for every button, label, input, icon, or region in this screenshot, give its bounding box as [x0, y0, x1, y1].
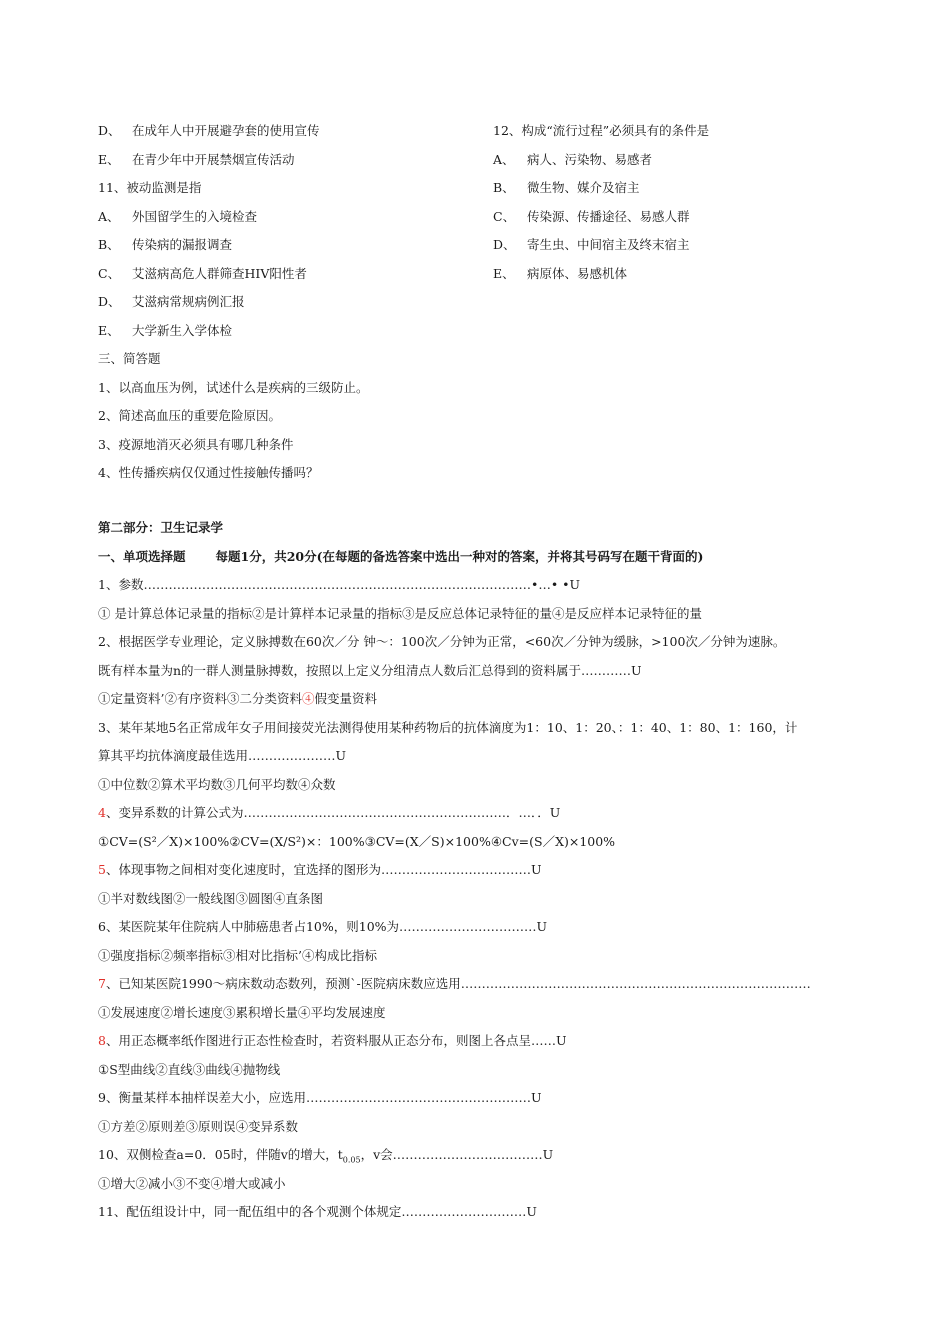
question: 9、衡量某样本抽样误差大小，应选用………………………………………………U [98, 1090, 542, 1105]
right-line: 12、构成“流行过程”必须具有的条件是 [493, 123, 710, 138]
question: 7、已知某医院1990～病床数动态数列，预测`-医院病床数应选用………………………………………………………………………… [98, 976, 811, 991]
question: 1、参数…………………………………………………………………………………•…• •U [98, 577, 581, 592]
question-options: ①中位数②算术平均数③几何平均数④众数 [98, 776, 336, 792]
part2-block [98, 517, 858, 1230]
left-line: B、 传染病的漏报调查 [98, 237, 232, 252]
left-column [98, 120, 478, 491]
left-line: 3、疫源地消灭必须具有哪几种条件 [98, 436, 294, 452]
right-line: C、 传染源、传播途径、易感人群 [493, 208, 690, 224]
question-options: ①半对数线图②一般线图③圆图④直条图 [98, 890, 324, 906]
question-options: ①S型曲线②直线③曲线④抛物线 [98, 1061, 281, 1077]
question: 10、双侧检查a=0．05时，伴随v的增大，$t_{0.05}$，v会………………………………U [98, 1147, 554, 1165]
question: 5、体现事物之间相对变化速度时，宜选择的图形为………………………………U [98, 862, 542, 877]
question: 4、变异系数的计算公式为………………………………………………………．…．．U [98, 805, 561, 820]
question: 既有样本量为n的一群人测量脉搏数，按照以上定义分组清点人数后汇总得到的资料属于…………U [98, 662, 642, 678]
section-heading: 三、简答题 [98, 351, 161, 366]
right-line: D、 寄生虫、中间宿主及终末宿主 [493, 237, 690, 252]
question-options: ①增大②减小③不变④增大或减小 [98, 1175, 286, 1191]
right-column [493, 120, 853, 291]
question-options: ①强度指标②频率指标③相对比指标’④构成比指标 [98, 947, 377, 963]
right-line: A、 病人、污染物、易感者 [493, 151, 652, 167]
question: 8、用正态概率纸作图进行正态性检查时，若资料服从正态分布，则图上各点呈……U [98, 1033, 567, 1048]
section-header: 一、单项选择题 每题1分，共20分(在每题的备选答案中选出一种对的答案，并将其号码写在题干背面的) [98, 548, 704, 564]
left-line: 2、简述高血压的重要危险原因。 [98, 408, 281, 423]
question: 算其平均抗体滴度最佳选用…………………U [98, 748, 347, 763]
question: 11、配伍组设计中，同一配伍组中的各个观测个体规定…………………………U [98, 1204, 537, 1219]
left-line: E、 在青少年中开展禁烟宣传活动 [98, 151, 295, 167]
question-options: ①CV=(S²／X)×100%②CV=(X/S²)×：100%③CV=(X／S)×100%④Cv=(S／X)×100% [98, 833, 616, 849]
question-options: ①发展速度②增长速度③累积增长量④平均发展速度 [98, 1004, 386, 1020]
question-options: ①定量资料’②有序资料③二分类资料④假变量资料 [98, 691, 378, 706]
left-line: D、 艾滋病常规病例汇报 [98, 294, 245, 309]
part2-title: 第二部分：卫生记录学 [98, 520, 224, 535]
question: 6、某医院某年住院病人中肺癌患者占10%，则10%为……………………………U [98, 919, 548, 934]
question-options: ①方差②原则差③原则误④变异系数 [98, 1118, 299, 1134]
left-line: 4、性传播疾病仅仅通过性接触传播吗？ [98, 465, 319, 480]
left-line: D、 在成年人中开展避孕套的使用宣传 [98, 123, 320, 138]
right-line: E、 病原体、易感机体 [493, 265, 627, 281]
left-line: 11、被动监测是指 [98, 180, 202, 195]
left-line: E、 大学新生入学体检 [98, 322, 232, 338]
question: 3、某年某地5名正常成年女子用间接荧光法测得使用某种药物后的抗体滴度为1：10、1：20、：1：40、1：80、1：160，计 [98, 719, 798, 735]
question-options: ① 是计算总体记录量的指标②是计算样本记录量的指标③是反应总体记录特征的量④是反应样本记录特征的量 [98, 605, 702, 621]
left-line: 1、以高血压为例，试述什么是疾病的三级防止。 [98, 379, 369, 395]
right-line: B、 微生物、媒介及宿主 [493, 180, 640, 195]
question: 2、根据医学专业理论，定义脉搏数在60次／分 钟～：100次／分钟为正常，<60次／分钟为缓脉，>100次／分钟为速脉。 [98, 634, 786, 649]
left-line: A、 外国留学生的入境检查 [98, 208, 257, 224]
left-line: C、 艾滋病高危人群筛查HIV阳性者 [98, 265, 307, 281]
